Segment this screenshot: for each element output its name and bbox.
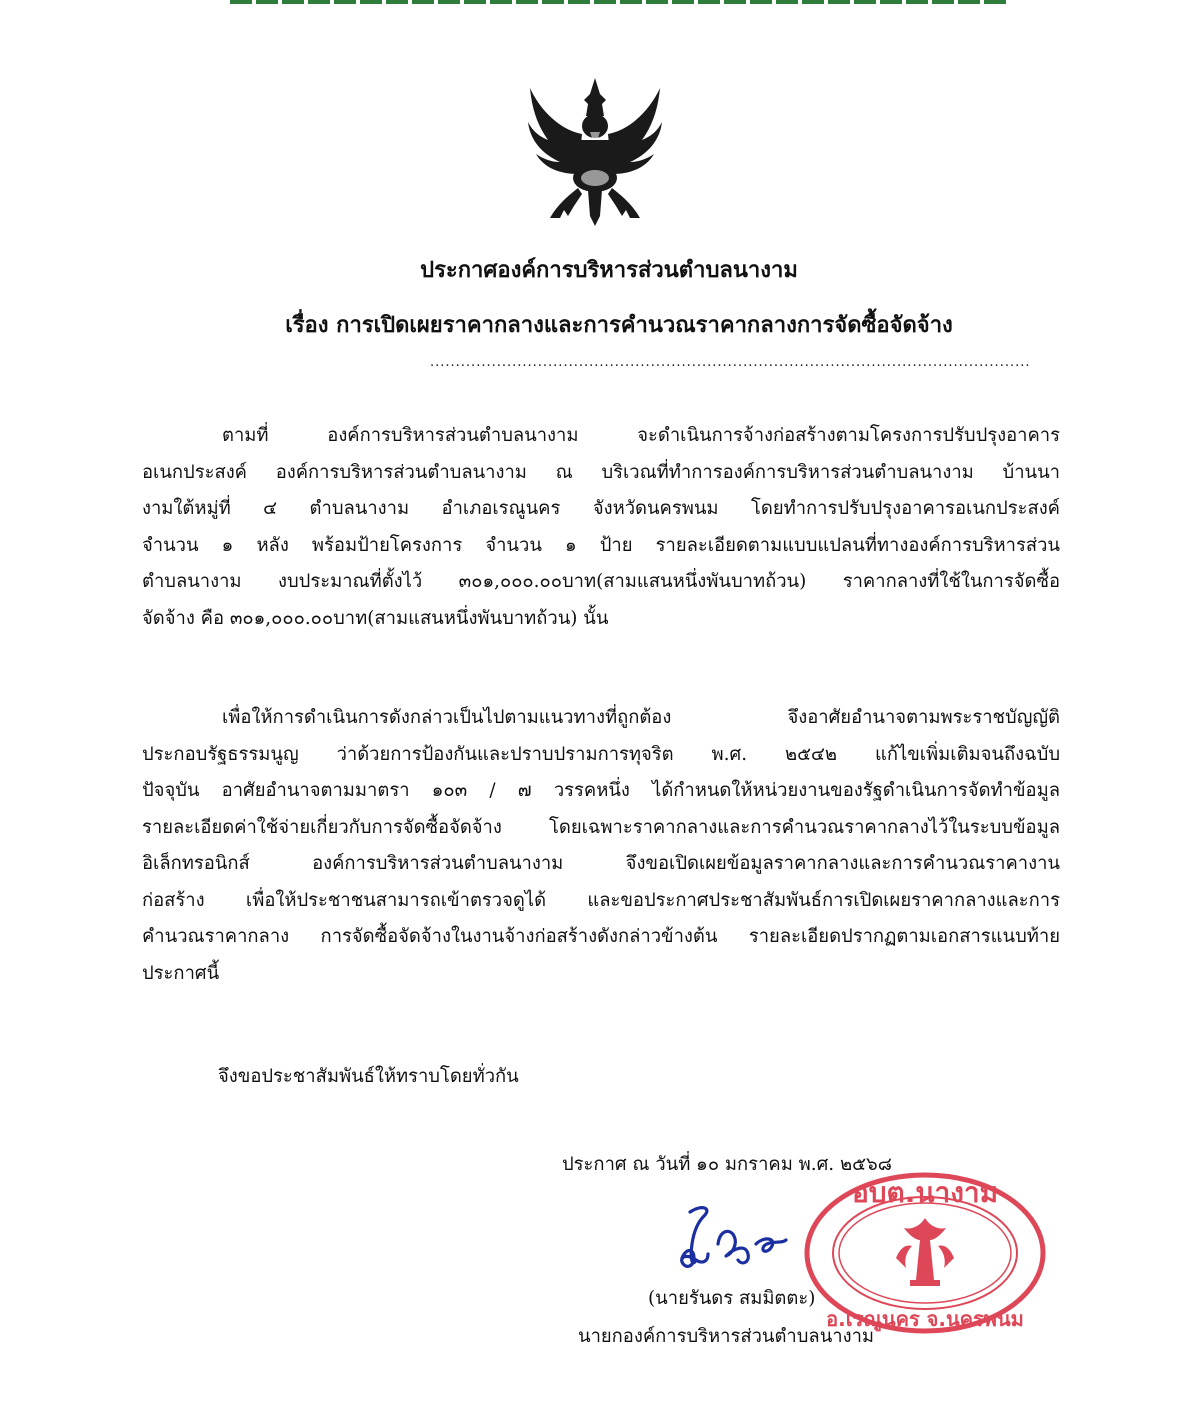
- paragraph-2-line: ปัจจุบัน อาศัยอำนาจตามมาตรา ๑๐๓ / ๗ วรรคหนึ่ง ได้กำหนดให้หน่วยงานของรัฐดำเนินการจัดทำข้อมูล: [142, 780, 1060, 801]
- handwritten-signature: [668, 1200, 818, 1290]
- paragraph-1-line: ตำบลนางาม งบประมาณที่ตั้งไว้ ๓๐๑,๐๐๐.๐๐บาท(สามแสนหนึ่งพันบาทถ้วน) ราคากลางที่ใช้ในการจัดซื้อ: [142, 571, 1060, 592]
- signer-title: นายกองค์การบริหารส่วนตำบลนางาม: [578, 1326, 875, 1347]
- paragraph-1-line: งามใต้หมู่ที่ ๔ ตำบลนางาม อำเภอเรณูนคร จังหวัดนครพนม โดยทำการปรับปรุงอาคารอเนกประสงค์: [142, 498, 1060, 519]
- paragraph-2-line: ก่อสร้าง เพื่อให้ประชาชนสามารถเข้าตรวจดูได้ และขอประกาศประชาสัมพันธ์การเปิดเผยราคากลางและการ: [142, 889, 1060, 911]
- announcement-date: ประกาศ ณ วันที่ ๑๐ มกราคม พ.ศ. ๒๕๖๘: [562, 1154, 892, 1175]
- paragraph-2-line: รายละเอียดค่าใช้จ่ายเกี่ยวกับการจัดซื้อจัดจ้าง โดยเฉพาะราคากลางและการคำนวณราคากลางไว้ในระบบข้อมูล: [142, 816, 1060, 838]
- stamp-bottom-text: อ.เรณูนคร จ.นครพนม: [826, 1307, 1024, 1331]
- document-title: ประกาศองค์การบริหารส่วนตำบลนางาม: [420, 257, 798, 283]
- paragraph-1: [142, 418, 1060, 637]
- top-border: [230, 0, 1010, 4]
- paragraph-2-line: คำนวณราคากลาง การจัดซื้อจัดจ้างในงานจ้างก่อสร้างดังกล่าวข้างต้น รายละเอียดปรากฏตามเอกสารแนบท้าย: [142, 926, 1060, 947]
- stamp-center-emblem-icon: [896, 1218, 954, 1286]
- title-rule: .....................................................................................................................: [430, 355, 1031, 370]
- paragraph-1-line: อเนกประสงค์ องค์การบริหารส่วนตำบลนางาม ณ บริเวณที่ทำการองค์การบริหารส่วนตำบลนางาม บ้านนา: [142, 461, 1060, 483]
- paragraph-2-line: อิเล็กทรอนิกส์ องค์การบริหารส่วนตำบลนางาม จึงขอเปิดเผยข้อมูลราคากลางและการคำนวณราคางาน: [142, 853, 1060, 874]
- document-subject: เรื่อง การเปิดเผยราคากลางและการคำนวณราคากลางการจัดซื้อจัดจ้าง: [285, 312, 953, 338]
- official-stamp: [800, 1168, 1050, 1338]
- signer-name: (นายรันดร สมมิตตะ): [648, 1288, 816, 1309]
- paragraph-1-line: จัดจ้าง คือ ๓๐๑,๐๐๐.๐๐บาท(สามแสนหนึ่งพันบาทถ้วน) นั้น: [142, 607, 609, 629]
- stamp-top-text: อบต.นางาม: [851, 1176, 999, 1209]
- paragraph-2: [142, 700, 1060, 992]
- paragraph-2-line: ประกาศนี้: [142, 962, 220, 984]
- paragraph-1-line: ตามที่ องค์การบริหารส่วนตำบลนางาม จะดำเนินการจ้างก่อสร้างตามโครงการปรับปรุงอาคาร: [222, 425, 1060, 446]
- paragraph-2-line: เพื่อให้การดำเนินการดังกล่าวเป็นไปตามแนวทางที่ถูกต้อง จึงอาศัยอำนาจตามพระราชบัญญัติ: [222, 707, 1060, 728]
- garuda-emblem-icon: [520, 70, 670, 230]
- closing-statement: จึงขอประชาสัมพันธ์ให้ทราบโดยทั่วกัน: [218, 1066, 519, 1087]
- paragraph-2-line: ประกอบรัฐธรรมนูญ ว่าด้วยการป้องกันและปราบปรามการทุจริต พ.ศ. ๒๕๔๒ แก้ไขเพิ่มเติมจนถึงฉบับ: [142, 743, 1060, 765]
- paragraph-1-line: จำนวน ๑ หลัง พร้อมป้ายโครงการ จำนวน ๑ ป้าย รายละเอียดตามแบบแปลนที่ทางองค์การบริหารส่วน: [142, 534, 1060, 556]
